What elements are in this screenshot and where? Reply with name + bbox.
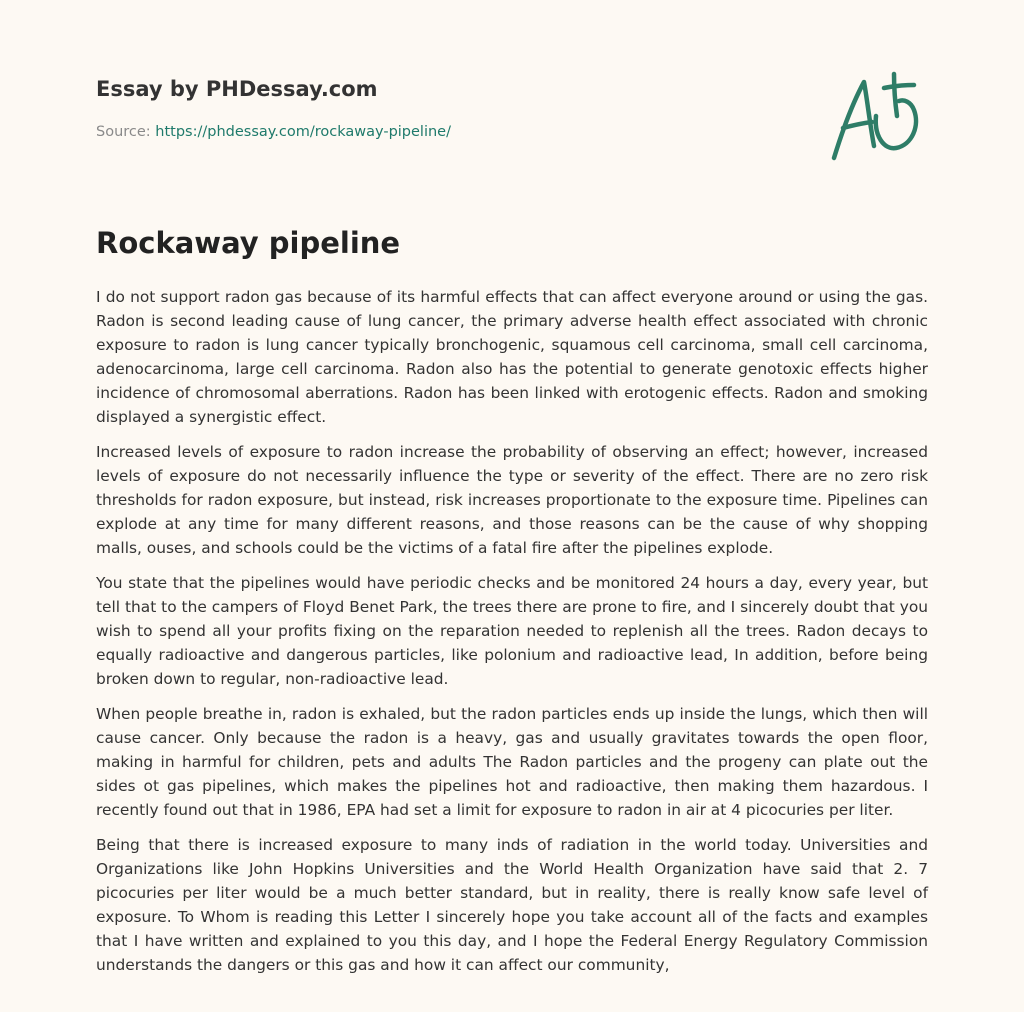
source-label: Source: [96,124,156,140]
essay-paragraph-1: I do not support radon gas because of its harmful effects that can affect everyone around or using the gas. Radon is second leading cause of lung cancer, the primary adverse health effect associated with chronic exposure to radon is lung cancer typically bronchogenic, squamous cell carcinoma, small cell carcinoma, adenocarcinoma, large cell carcinoma. Radon also has the potential to generate genotoxic effects higher incidence of chromosomal aberrations. Radon has been linked with erotogenic effects. Radon and smoking displayed a synergistic effect. [96,287,928,426]
page-header [96,0,928,210]
essay-body [96,285,928,977]
site-title: Essay by PHDessay.com [96,77,378,101]
essay-title: Rockaway pipeline [96,226,401,260]
essay-paragraph-3: You state that the pipelines would have periodic checks and be monitored 24 hours a day, every year, but tell that to the campers of Floyd Benet Park, the trees there are prone to fire, and I sincerely doubt that you wish to spend all your profits fixing on the reparation needed to replenish all the trees. Radon decays to equally radioactive and dangerous particles, like polonium and radioactive lead, In addition, before being broken down to regular, non-radioactive lead. [96,573,928,688]
a-plus-grade-icon [828,70,928,162]
essay-paragraph-4: When people breathe in, radon is exhaled, but the radon particles ends up inside the lungs, which then will cause cancer. Only because the radon is a heavy, gas and usually gravitates towards the open floor, making in harmful for children, pets and adults The Radon particles and the progeny can plate out the sides ot gas pipelines, which makes the pipelines hot and radioactive, then making them hazardous. I recently found out that in 1986, EPA had set a limit for exposure to radon in air at 4 picocuries per liter. [96,704,928,819]
essay-paragraph-5: Being that there is increased exposure to many inds of radiation in the world today. Universities and Organizations like John Hopkins Universities and the World Health Organization have said that 2. 7 picocuries per liter would be a much better standard, but in reality, there is really know safe level of exposure. To Whom is reading this Letter I sincerely hope you take account all of the facts and examples that I have written and explained to you this day, and I hope the Federal Energy Regulatory Commission understands the dangers or this gas and how it can affect our community, [96,835,928,974]
essay-paragraph-2: Increased levels of exposure to radon increase the probability of observing an effect; however, increased levels of exposure do not necessarily influence the type or severity of the effect. There are no zero risk thresholds for radon exposure, but instead, risk increases proportionate to the exposure time. Pipelines can explode at any time for many different reasons, and those reasons can be the cause of why shopping malls, ouses, and schools could be the victims of a fatal fire after the pipelines explode. [96,442,928,557]
source-link[interactable]: https://phdessay.com/rockaway-pipeline/ [155,124,451,140]
source-line [96,124,451,140]
